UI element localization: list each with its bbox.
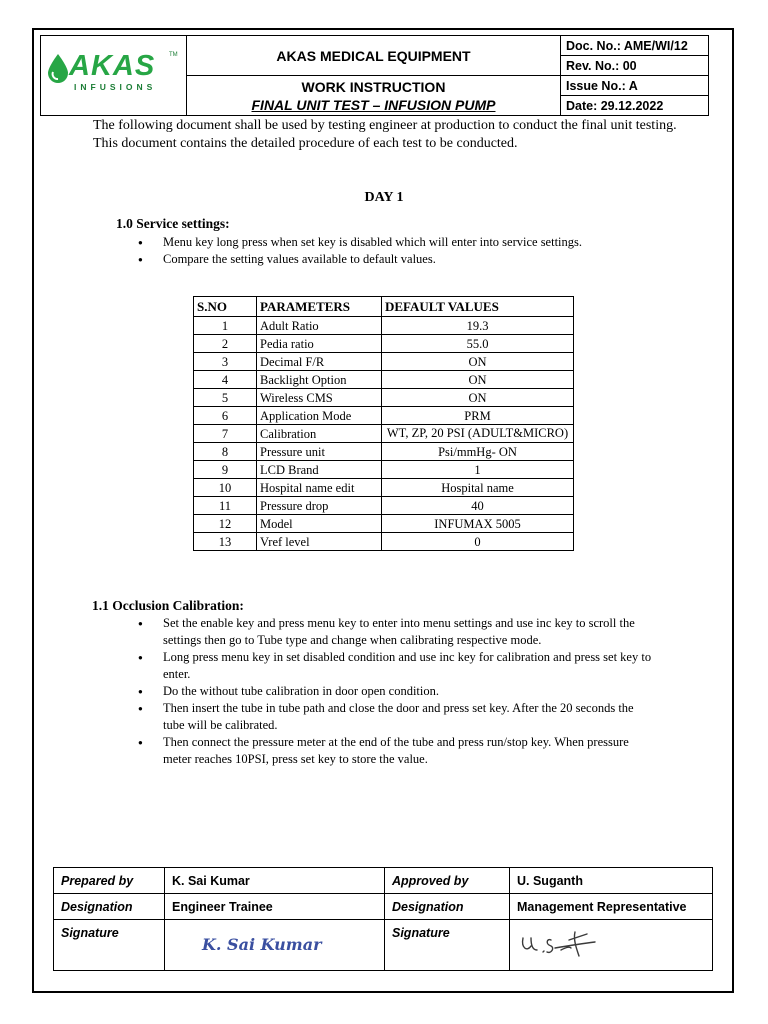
section-service-settings-title: 1.0 Service settings: bbox=[116, 216, 230, 231]
cell-sno: 5 bbox=[194, 389, 257, 407]
cell-default-value: 1 bbox=[382, 461, 574, 479]
issue-number: Issue No.: A bbox=[561, 76, 709, 96]
list-item: ● Menu key long press when set key is disabled which will enter into service settings. bbox=[138, 234, 658, 251]
approved-by-label: Approved by bbox=[385, 868, 510, 894]
document-header bbox=[40, 35, 709, 116]
parameters-table-body bbox=[194, 317, 574, 551]
cell-parameter: Vref level bbox=[257, 533, 382, 551]
column-header-sno: S.NO bbox=[194, 297, 257, 317]
document-date: Date: 29.12.2022 bbox=[561, 96, 709, 116]
cell-default-value: 19.3 bbox=[382, 317, 574, 335]
approver-signature bbox=[510, 920, 713, 971]
cell-default-value: Hospital name bbox=[382, 479, 574, 497]
cell-sno: 13 bbox=[194, 533, 257, 551]
cell-default-value: 40 bbox=[382, 497, 574, 515]
cell-sno: 2 bbox=[194, 335, 257, 353]
table-row bbox=[194, 353, 574, 371]
water-drop-icon bbox=[47, 54, 69, 84]
cell-default-value: 55.0 bbox=[382, 335, 574, 353]
cell-parameter: Adult Ratio bbox=[257, 317, 382, 335]
cell-sno: 4 bbox=[194, 371, 257, 389]
svg-text:K. Sai Kumar: K. Sai Kumar bbox=[202, 935, 322, 954]
cell-parameter: Model bbox=[257, 515, 382, 533]
cell-sno: 8 bbox=[194, 443, 257, 461]
doc-number: Doc. No.: AME/WI/12 bbox=[561, 36, 709, 56]
cell-sno: 7 bbox=[194, 425, 257, 443]
list-item: ● Set the enable key and press menu key to enter into menu settings and use inc key to scroll the settings then go to Tube type and change when calibrating respective mode. bbox=[138, 615, 658, 649]
table-row bbox=[194, 533, 574, 551]
cell-sno: 1 bbox=[194, 317, 257, 335]
service-settings-list bbox=[138, 234, 658, 268]
table-row bbox=[194, 461, 574, 479]
table-row bbox=[194, 515, 574, 533]
list-item: ● Compare the setting values available to default values. bbox=[138, 251, 658, 268]
cell-parameter: Pedia ratio bbox=[257, 335, 382, 353]
parameters-table bbox=[193, 296, 574, 551]
cell-sno: 6 bbox=[194, 407, 257, 425]
cell-parameter: Calibration bbox=[257, 425, 382, 443]
table-row bbox=[194, 425, 574, 443]
preparer-signature-image bbox=[172, 926, 342, 958]
cell-parameter: Application Mode bbox=[257, 407, 382, 425]
cell-parameter: Pressure drop bbox=[257, 497, 382, 515]
approver-signature-image bbox=[517, 926, 607, 958]
table-row bbox=[194, 389, 574, 407]
cell-sno: 10 bbox=[194, 479, 257, 497]
designation-label: Designation bbox=[54, 894, 165, 920]
cell-default-value: ON bbox=[382, 353, 574, 371]
signature-label: Signature bbox=[54, 920, 165, 971]
designation-label: Designation bbox=[385, 894, 510, 920]
section-occlusion-calibration-title: 1.1 Occlusion Calibration: bbox=[92, 598, 244, 613]
table-row bbox=[194, 479, 574, 497]
doc-subtitle: FINAL UNIT TEST – INFUSION PUMP bbox=[251, 96, 496, 113]
table-header-row bbox=[194, 297, 574, 317]
occlusion-calibration-list bbox=[138, 615, 658, 768]
cell-default-value: 0 bbox=[382, 533, 574, 551]
cell-default-value: WT, ZP, 20 PSI (ADULT&MICRO) bbox=[382, 425, 574, 443]
cell-sno: 3 bbox=[194, 353, 257, 371]
approval-row-signature bbox=[54, 920, 713, 971]
logo-cell bbox=[41, 36, 187, 116]
table-row bbox=[194, 407, 574, 425]
preparer-designation: Engineer Trainee bbox=[165, 894, 385, 920]
cell-default-value: ON bbox=[382, 389, 574, 407]
signature-label: Signature bbox=[385, 920, 510, 971]
list-item: ● Then connect the pressure meter at the end of the tube and press run/stop key. When pressure meter reaches 10PSI, press set key to store the value. bbox=[138, 734, 658, 768]
approval-row-designation bbox=[54, 894, 713, 920]
preparer-signature bbox=[165, 920, 385, 971]
intro-paragraph: The following document shall be used by testing engineer at production to conduct the final unit testing. This document contains the detailed procedure of each test to be conducted. bbox=[93, 118, 677, 151]
prepared-by-label: Prepared by bbox=[54, 868, 165, 894]
list-item: ● Then insert the tube in tube path and close the door and press set key. After the 20 seconds the tube will be calibrated. bbox=[138, 700, 658, 734]
document-title bbox=[187, 76, 561, 116]
cell-default-value: INFUMAX 5005 bbox=[382, 515, 574, 533]
logo-trademark: TM bbox=[169, 52, 178, 58]
approved-by-name: U. Suganth bbox=[510, 868, 713, 894]
cell-sno: 11 bbox=[194, 497, 257, 515]
doc-type: WORK INSTRUCTION bbox=[301, 78, 446, 95]
approval-row-names bbox=[54, 868, 713, 894]
cell-sno: 9 bbox=[194, 461, 257, 479]
column-header-default-values: DEFAULT VALUES bbox=[382, 297, 574, 317]
cell-sno: 12 bbox=[194, 515, 257, 533]
cell-default-value: Psi/mmHg- ON bbox=[382, 443, 574, 461]
table-row bbox=[194, 317, 574, 335]
column-header-parameters: PARAMETERS bbox=[257, 297, 382, 317]
cell-parameter: Hospital name edit bbox=[257, 479, 382, 497]
akas-logo bbox=[45, 50, 181, 96]
cell-parameter: Backlight Option bbox=[257, 371, 382, 389]
day-heading: DAY 1 bbox=[364, 190, 404, 205]
list-item: ● Long press menu key in set disabled condition and use inc key for calibration and press set key to enter. bbox=[138, 649, 658, 683]
cell-parameter: Wireless CMS bbox=[257, 389, 382, 407]
approver-designation: Management Representative bbox=[510, 894, 713, 920]
cell-default-value: ON bbox=[382, 371, 574, 389]
cell-parameter: Decimal F/R bbox=[257, 353, 382, 371]
table-row bbox=[194, 497, 574, 515]
table-row bbox=[194, 335, 574, 353]
list-item: ● Do the without tube calibration in door open condition. bbox=[138, 683, 658, 700]
prepared-by-name: K. Sai Kumar bbox=[165, 868, 385, 894]
company-name: AKAS MEDICAL EQUIPMENT bbox=[187, 36, 561, 76]
revision-number: Rev. No.: 00 bbox=[561, 56, 709, 76]
table-row bbox=[194, 371, 574, 389]
cell-parameter: LCD Brand bbox=[257, 461, 382, 479]
cell-default-value: PRM bbox=[382, 407, 574, 425]
logo-tagline: INFUSIONS bbox=[74, 82, 157, 92]
table-row bbox=[194, 443, 574, 461]
logo-brand: AKAS bbox=[69, 50, 156, 82]
cell-parameter: Pressure unit bbox=[257, 443, 382, 461]
approval-table bbox=[53, 867, 713, 971]
